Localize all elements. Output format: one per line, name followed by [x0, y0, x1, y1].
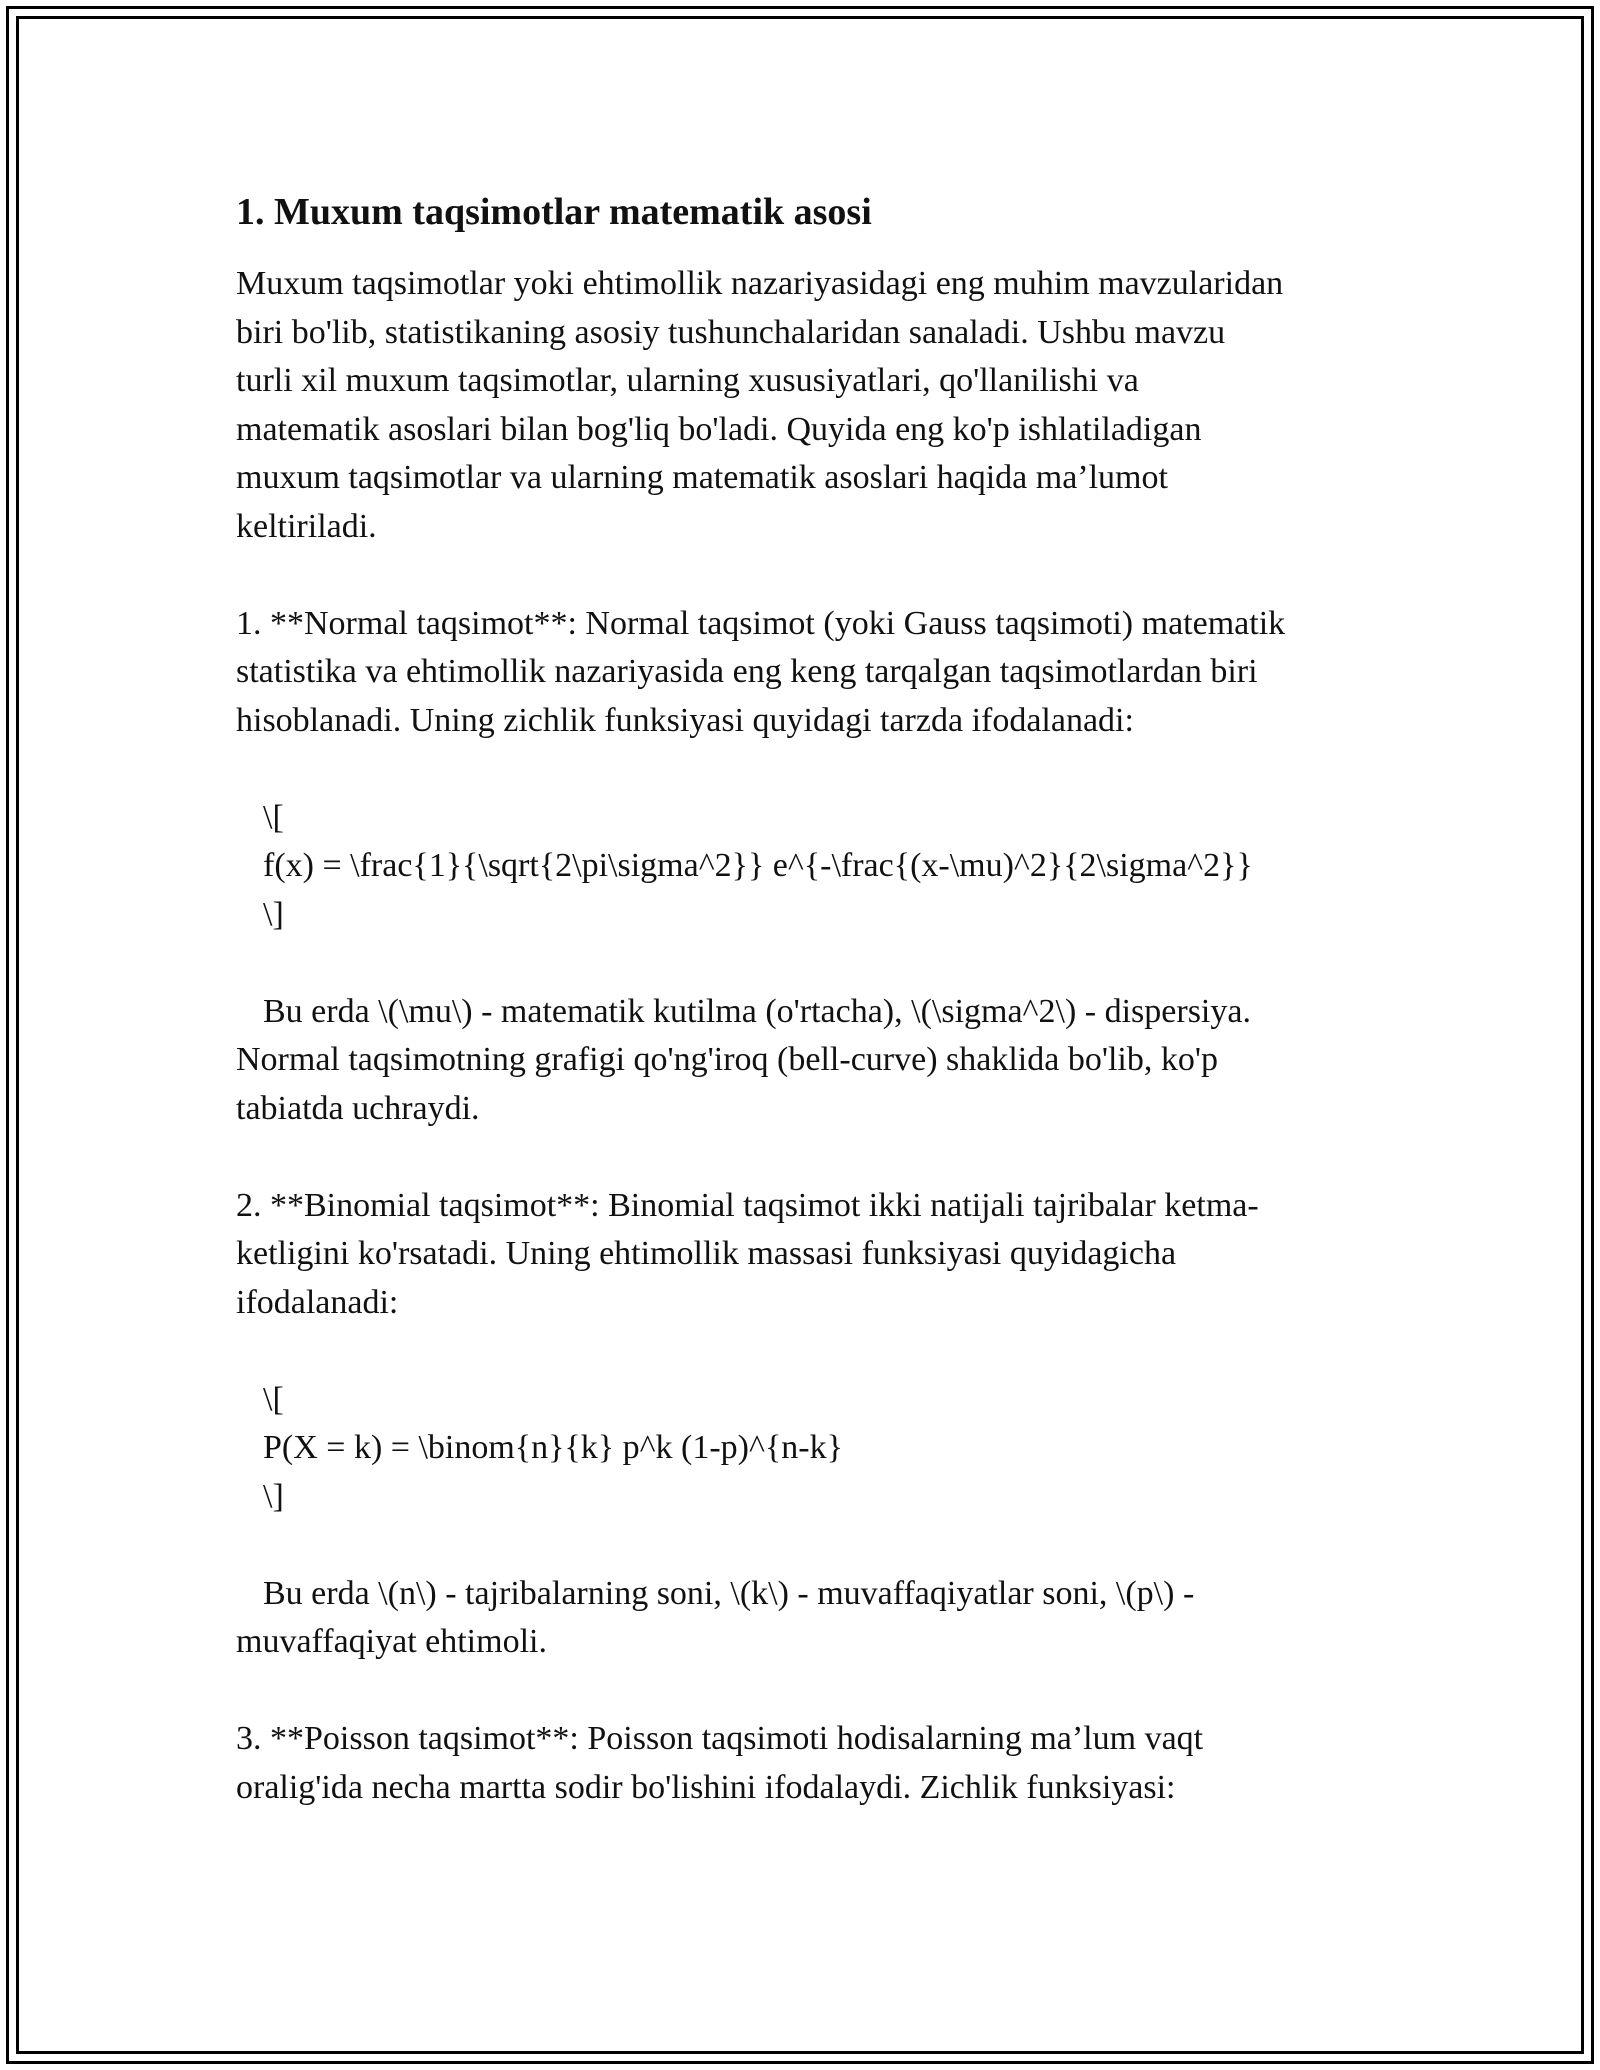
paragraph-gap	[236, 1521, 1406, 1570]
paragraph-gap	[236, 1327, 1406, 1376]
intro-line: biri bo'lib, statistikaning asosiy tushunchalaridan sanaladi. Ushbu mavzu	[236, 313, 1226, 351]
paragraph-gap	[236, 1133, 1406, 1182]
binomial-line: ifodalanadi:	[236, 1283, 399, 1321]
intro-line: muxum taqsimotlar va ularning matematik asoslari haqida ma’lumot	[236, 459, 1168, 496]
intro-line: matematik asoslari bilan bog'liq bo'ladi. Quyida eng ko'p ishlatiladigan	[236, 410, 1202, 448]
poisson-line: 3. **Poisson taqsimot**: Poisson taqsimoti hodisalarning ma’lum vaqt	[236, 1720, 1204, 1757]
binomial-description-line: Bu erda \(n\) - tajribalarning soni, \(k\) - muvaffaqiyatlar soni, \(p\) -	[263, 1574, 1195, 1612]
binomial-line: 2. **Binomial taqsimot**: Binomial taqsimot ikki natijali tajribalar ketma-	[236, 1186, 1259, 1224]
section-heading: 1. Muxum taqsimotlar matematik asosi	[236, 191, 872, 233]
formula-delimiter-close: \]	[263, 895, 284, 933]
binomial-pmf-formula: P(X = k) = \binom{n}{k} p^k (1-p)^{n-k}	[263, 1429, 843, 1466]
normal-description-line: Normal taqsimotning grafigi qo'ng'iroq (bell-curve) shaklida bo'lib, ko'p	[236, 1041, 1218, 1078]
paragraph-gap	[236, 745, 1406, 794]
formula-delimiter-close: \]	[263, 1477, 284, 1515]
intro-line: Muxum taqsimotlar yoki ehtimollik nazariyasidagi eng muhim mavzularidan	[236, 265, 1284, 302]
poisson-line: oralig'ida necha martta sodir bo'lishini ifodalaydi. Zichlik funksiyasi:	[236, 1768, 1176, 1806]
normal-line: 1. **Normal taqsimot**: Normal taqsimot (yoki Gauss taqsimoti) matematik	[236, 604, 1286, 642]
intro-line: turli xil muxum taqsimotlar, ularning xususiyatlari, qo'llanilishi va	[236, 362, 1139, 399]
normal-line: hisoblanadi. Uning zichlik funksiyasi quyidagi tarzda ifodalanadi:	[236, 701, 1134, 739]
binomial-line: ketligini ko'rsatadi. Uning ehtimollik massasi funksiyasi quyidagicha	[236, 1235, 1177, 1272]
intro-line: keltiriladi.	[236, 507, 377, 545]
paragraph-gap	[236, 551, 1406, 600]
binomial-description-line: muvaffaqiyat ehtimoli.	[236, 1623, 547, 1660]
normal-line: statistika va ehtimollik nazariyasida eng keng tarqalgan taqsimotlardan biri	[236, 653, 1258, 690]
paragraph-gap	[236, 1667, 1406, 1716]
normal-description-line: Bu erda \(\mu\) - matematik kutilma (o'rtacha), \(\sigma^2\) - dispersiya.	[263, 992, 1251, 1030]
paragraph-gap	[236, 939, 1406, 988]
document-body	[236, 188, 1406, 1812]
formula-delimiter-open: \[	[263, 1380, 284, 1418]
normal-density-formula: f(x) = \frac{1}{\sqrt{2\pi\sigma^2}} e^{-\frac{(x-\mu)^2}{2\sigma^2}}	[263, 847, 1253, 884]
normal-description-line: tabiatda uchraydi.	[236, 1089, 480, 1127]
formula-delimiter-open: \[	[263, 798, 284, 836]
